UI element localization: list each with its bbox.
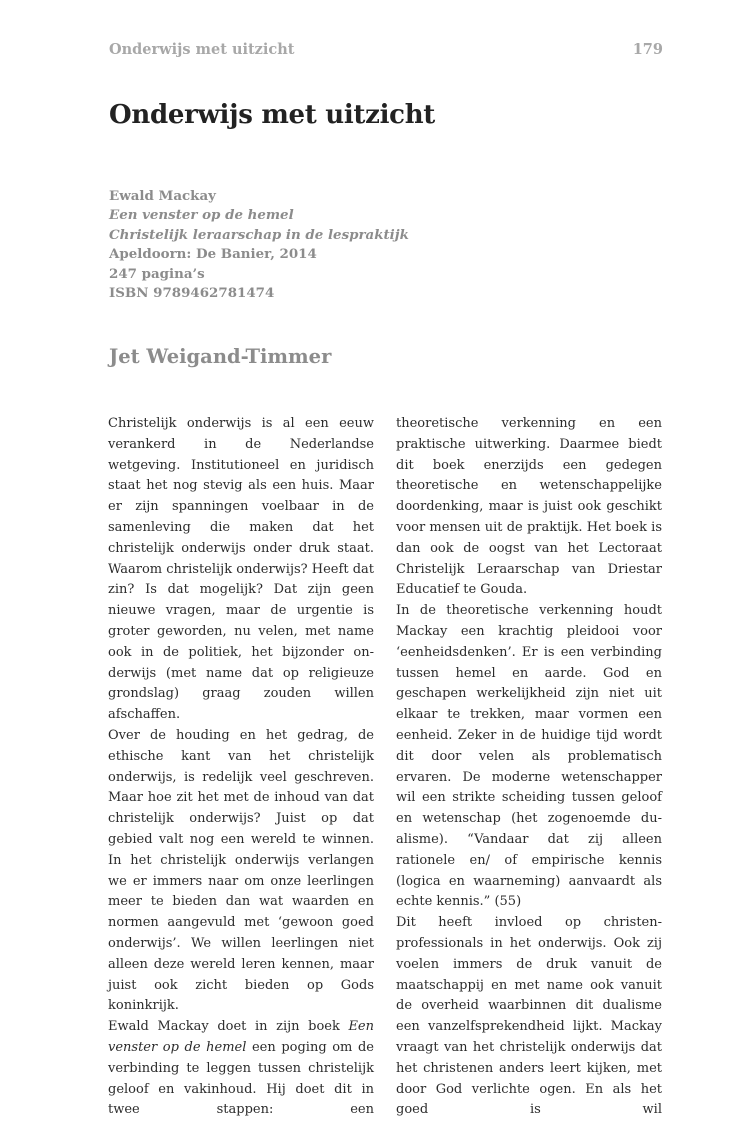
book-subtitle: Christelijk leraarschap in de lespraktijk [109, 226, 409, 243]
body-column-right [396, 414, 662, 1121]
book-isbn: ISBN 9789462781474 [109, 285, 275, 302]
book-title: Een venster op de hemel [109, 207, 294, 224]
reviewer-name: Jet Weigand-Timmer [109, 345, 332, 368]
paragraph: In de theoretische verkenning houdt Mackay een krachtig pleidooi voor ‘eenheidsdenken’. Er is een verbinding tussen hemel en aarde. God en geschapen werkelijkheid zijn niet uit elkaar te trekken, maar vormen een eenheid. Zeker in de huidige tijd wordt dit door velen als problematisch ervaren. De moderne wetenschapper wil een strikte scheiding tussen geloof en wetenschap (het zogenoemde dualisme). “Vandaar dat zij alleen rationele en/ of empirische kennis (logica en waarneming) aanvaardt als echte kennis.” (55) [396, 603, 662, 910]
book-author: Ewald Mackay [109, 188, 216, 204]
paragraph: theoretische verkenning en een praktische uitwerking. Daarmee biedt dit boek enerzijds een gedegen theoretische en wetenschappelijke doordenking, maar is juist ook geschikt voor mensen uit de praktijk. Het boek is dan ook de oogst van het Lectoraat Christelijk Leraarschap van Driestar Educatief te Gouda. [396, 416, 662, 598]
article-title: Onderwijs met uitzicht [109, 100, 436, 130]
paragraph: Dit heeft invloed op christen-professionals in het onderwijs. Ook zij voelen immers de druk vanuit de maatschappij en met name ook vanuit de overheid waarbinnen dit dualisme een vanzelfsprekendheid lijkt. Mackay vraagt van het christelijk onderwijs dat het christenen anders leert kijken, met door God verlichte ogen. En als het goed is wil [396, 915, 662, 1118]
running-head-title: Onderwijs met uitzicht [109, 41, 295, 58]
paragraph [108, 1017, 374, 1121]
paragraph-text: Ewald Mackay doet in zijn boek [108, 1019, 349, 1035]
page-number: 179 [632, 41, 663, 58]
book-title-inline: Een venster op de hemel [108, 1019, 374, 1055]
paragraph: Over de houding en het gedrag, de ethische kant van het christelijk onderwijs, is redelijk veel geschreven. Maar hoe zit het met de inhoud van dat christelijk onderwijs? Juist op dat gebied valt nog een wereld te winnen. In het christelijk onderwijs verlangen we er immers naar om onze leerlingen meer te bieden dan wat waarden en normen aangevuld met ‘gewoon goed onderwijs’. We willen leerlingen niet alleen deze wereld leren kennen, maar juist ook zicht bieden op Gods koninkrijk. [108, 727, 374, 1014]
paragraph: Christelijk onderwijs is al een eeuw verankerd in de Nederlandse wetgeving. Institutioneel en juridisch staat het nog stevig als een huis. Maar er zijn spanningen voelbaar in de samenleving die maken dat het christelijk onderwijs onder druk staat. Waarom christelijk onderwijs? Heeft dat zin? Is dat mogelijk? Dat zijn geen nieuwe vragen, maar de urgentie is groter geworden, nu velen, met name ook in de politiek, het bijzonder onderwijs (met name dat op religieuze grondslag) graag zouden willen afschaffen. [108, 416, 374, 723]
running-head [109, 41, 663, 58]
bibliographic-info [109, 187, 409, 303]
book-publisher: Apeldoorn: De Banier, 2014 [109, 246, 317, 263]
book-pages: 247 pagina’s [109, 265, 205, 282]
paragraph-text: een poging om de verbinding te leggen tussen christelijk geloof en vakinhoud. Hij doet dit in twee stappen: een [108, 1039, 374, 1118]
body-column-left [108, 414, 374, 1121]
